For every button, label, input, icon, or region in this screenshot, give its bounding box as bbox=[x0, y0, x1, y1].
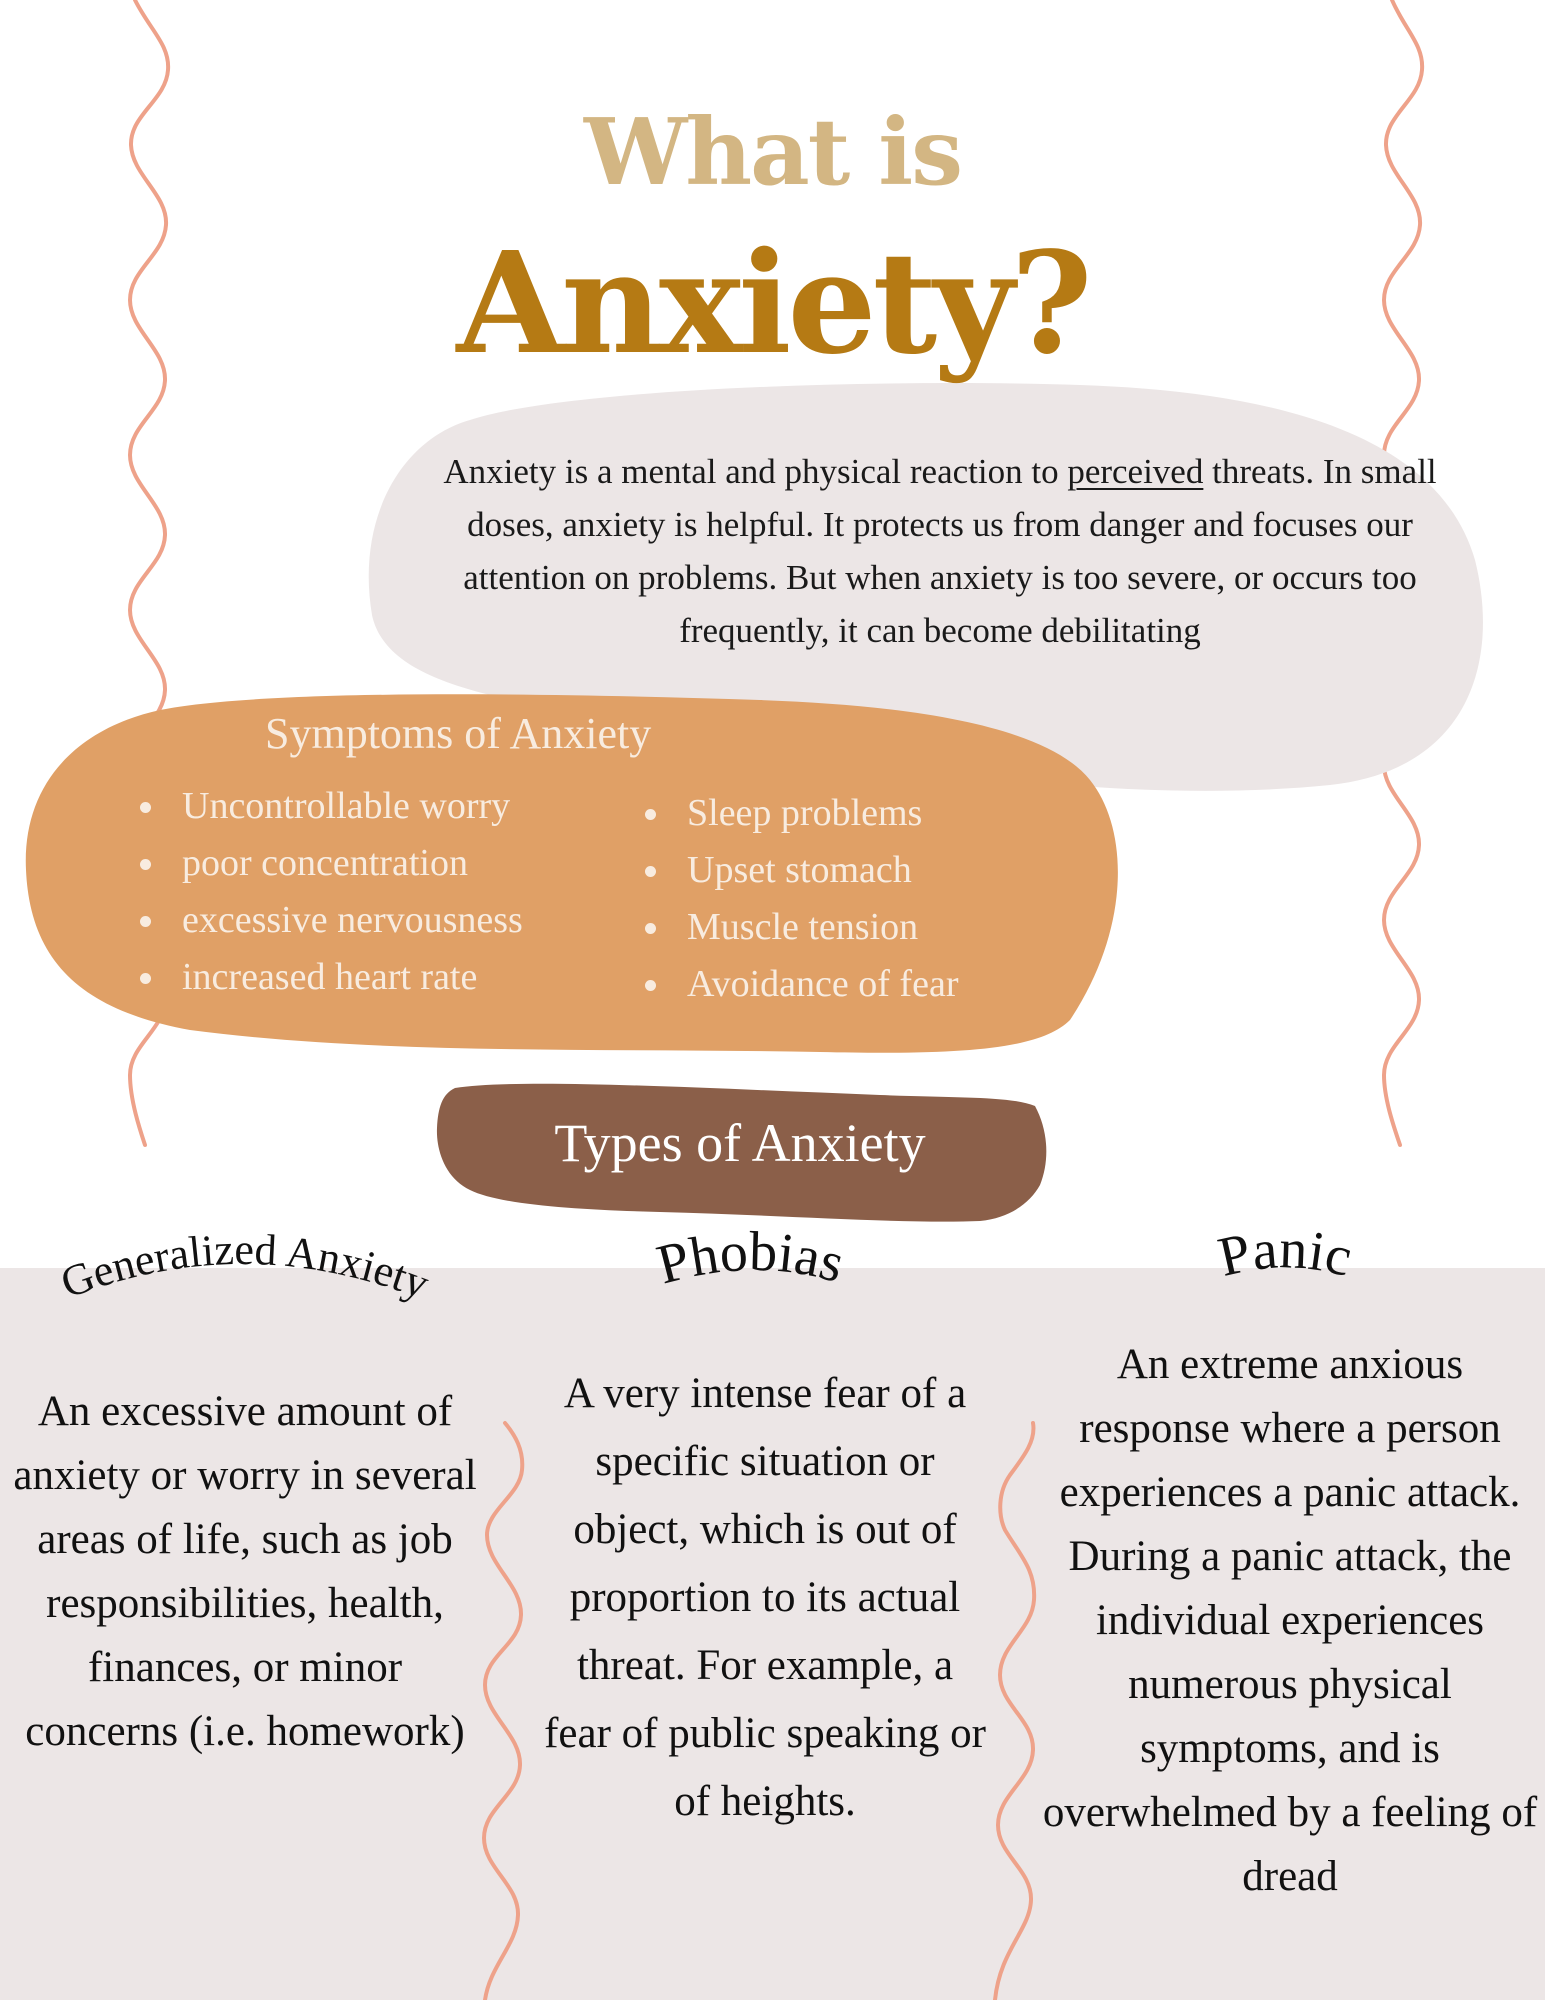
symptom-item: increased heart rate bbox=[132, 949, 523, 1006]
symptom-item: Upset stomach bbox=[637, 842, 958, 899]
symptom-item: poor concentration bbox=[132, 835, 523, 892]
title-what-is: What is bbox=[583, 98, 962, 206]
types-of-anxiety-heading: Types of Anxiety bbox=[554, 1113, 926, 1173]
phobias-description: A very intense fear of a specific situation or object, which is out of proportion to its actual threat. For example, a fear of public speaking or of heights. bbox=[544, 1370, 986, 1825]
phobias-title: Phobias bbox=[650, 1220, 851, 1297]
symptom-item: excessive nervousness bbox=[132, 892, 523, 949]
symptom-item: Muscle tension bbox=[637, 899, 958, 956]
intro-text-after: threats. In small doses, anxiety is helpful. It protects us from danger and focuses our attention on problems. But when anxiety is too severe, or occurs too frequently, it can become debilitating bbox=[463, 452, 1437, 650]
symptom-item: Uncontrollable worry bbox=[132, 778, 523, 835]
generalized-anxiety-title: Generalized Anxiety bbox=[54, 1224, 436, 1309]
intro-text-before: Anxiety is a mental and physical reaction to bbox=[443, 452, 1068, 491]
symptom-item: Avoidance of fear bbox=[637, 956, 958, 1013]
divider-wave-1 bbox=[484, 1423, 522, 2000]
intro-underlined-word: perceived bbox=[1067, 452, 1204, 491]
divider-wave-2 bbox=[995, 1423, 1034, 2000]
panic-title: Panic bbox=[1212, 1218, 1358, 1289]
symptoms-list-right bbox=[637, 785, 958, 1013]
generalized-anxiety-description: An excessive amount of anxiety or worry in several areas of life, such as job responsibilities, health, finances, or minor concerns (i.e. homework) bbox=[13, 1388, 477, 1755]
title-anxiety: Anxiety? bbox=[456, 222, 1089, 386]
symptoms-title: Symptoms of Anxiety bbox=[265, 709, 652, 758]
symptom-item: Sleep problems bbox=[637, 785, 958, 842]
symptoms-list-left bbox=[132, 778, 523, 1006]
panic-description: An extreme anxious response where a person experiences a panic attack. During a panic attack, the individual experiences numerous physical symptoms, and is overwhelmed by a feeling of dread bbox=[1042, 1341, 1538, 1900]
intro-paragraph bbox=[440, 445, 1440, 657]
